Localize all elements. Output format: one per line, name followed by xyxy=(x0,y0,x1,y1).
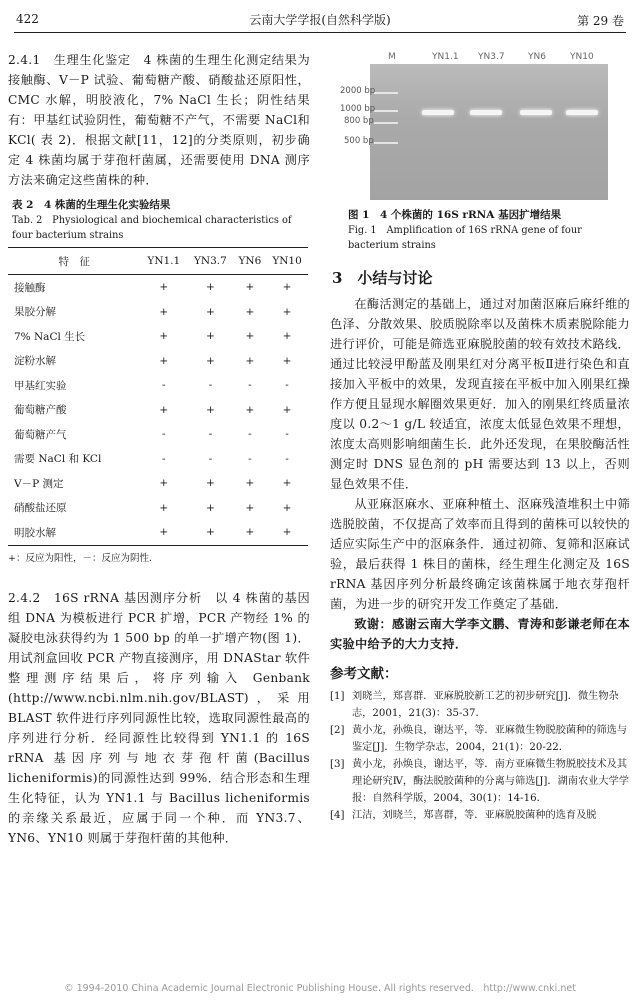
table-row xyxy=(8,447,308,472)
lane-labels xyxy=(340,50,610,64)
gel-image xyxy=(370,64,608,200)
reference-item xyxy=(330,688,630,722)
result-cell: + xyxy=(187,520,234,545)
result-cell: + xyxy=(206,305,215,318)
feature-cell: 葡萄糖产酸 xyxy=(14,404,67,417)
ladder-label: 500 bp xyxy=(344,136,374,146)
page-number: 422 xyxy=(16,12,39,26)
result-cell: + xyxy=(266,520,308,545)
lane-label: YN1.1 xyxy=(432,52,459,62)
feature-cell: 果胶分解 xyxy=(14,306,56,319)
table-row xyxy=(8,373,308,398)
pcr-band xyxy=(422,110,454,115)
feature-cell: 淀粉水解 xyxy=(14,355,56,368)
ladder-band xyxy=(374,92,398,94)
result-cell: - xyxy=(285,452,289,465)
result-cell: - xyxy=(162,379,166,392)
table-row xyxy=(8,398,308,423)
table-caption-en: Tab. 2 Physiological and biochemical characteristics of four bacterium strains xyxy=(12,215,292,241)
table-row xyxy=(8,324,308,349)
th-feature: 特 征 xyxy=(8,248,141,275)
reference-text: 黄小龙，孙焕良，谢达平，等．亚麻微生物脱胶菌种的筛选与鉴定[J]．生物学杂志，2004，21(1)：20-22． xyxy=(352,725,628,753)
result-cell: + xyxy=(206,281,215,294)
result-cell: + xyxy=(282,403,292,416)
result-cell: + xyxy=(206,330,215,343)
result-cell: + xyxy=(206,403,215,416)
ladder-label: 800 bp xyxy=(344,116,374,126)
result-cell: + xyxy=(206,354,215,367)
section-title: 3 小结与讨论 xyxy=(332,269,433,287)
pcr-band xyxy=(520,110,552,115)
result-cell: + xyxy=(282,281,292,294)
result-cell: + xyxy=(159,354,169,367)
result-cell: - xyxy=(285,428,289,441)
result-cell: - xyxy=(208,452,213,465)
paragraph-2-4-1: 2.4.1 生理生化鉴定 4 株菌的生理生化测定结果为接触酶、V－P 试验、葡萄糖产酸、硝酸盐还原阳性，CMC 水解，明胶液化，7% NaCl 生长；阴性结果有：甲基红试验阴性，葡萄糖不产气，不需要 NaCl和 KCl( 表 2)．根据文献[11，12]的分类原则，初步确定 4 株菌均属于芽孢杆菌属，还需要使用 DNA 测序方法来确定这些菌株的种． xyxy=(8,53,310,187)
th-yn1-1: YN1.1 xyxy=(141,248,188,275)
result-cell: + xyxy=(282,305,292,318)
result-cell: + xyxy=(159,501,169,514)
lane-label: M xyxy=(388,52,396,62)
reference-text: 黄小龙，孙焕良，谢达平，等．南方亚麻微生物脱胶技术及其理论研究Ⅳ，酶法脱胶菌种的分离与筛选[J]．湖南农业大学学报：自然科学版，2004，30(1)：14-16． xyxy=(352,759,629,804)
table-note: +：反应为阳性，－：反应为阴性． xyxy=(8,552,159,564)
reference-number: [3] xyxy=(330,759,345,770)
ladder-band xyxy=(374,122,398,124)
pcr-band xyxy=(566,110,598,115)
result-cell: - xyxy=(162,428,166,441)
left-column xyxy=(8,50,310,848)
feature-cell: 需要 NaCl 和 KCl xyxy=(14,453,102,466)
right-column xyxy=(330,50,630,824)
table-caption-cn: 表 2 4 株菌的生理生化实验结果 xyxy=(12,199,171,211)
discussion-paragraph-2: 从亚麻沤麻水、亚麻种植土、沤麻残渣堆积土中筛选脱胶菌，不仅提高了效率而且得到的菌株可以较快的适应实际生产中的沤麻条件．通过初筛、复筛和沤麻试验，最后获得 1 株目的菌株，经生理生化测定及 16S rRNA 基因序列分析最终确定该菌株属于地衣芽孢杆菌，为进一步的研究开发工作奠定了基础． xyxy=(330,497,630,611)
result-cell: - xyxy=(162,452,166,465)
feature-cell: 接触酶 xyxy=(14,281,46,294)
page-header xyxy=(14,6,626,33)
volume-label: 第 29 卷 xyxy=(577,14,624,28)
result-cell: + xyxy=(159,403,169,416)
table-row xyxy=(8,520,308,545)
result-cell: + xyxy=(206,477,215,490)
references-list xyxy=(330,688,630,824)
result-cell: + xyxy=(245,354,255,367)
reference-item xyxy=(330,756,630,807)
result-cell: - xyxy=(285,379,289,392)
th-yn6: YN6 xyxy=(234,248,266,275)
gel-figure xyxy=(340,50,610,200)
result-cell: - xyxy=(248,379,252,392)
feature-cell: 明胶水解 xyxy=(8,520,141,545)
result-cell: + xyxy=(159,305,169,318)
table-row xyxy=(8,300,308,325)
result-cell: + xyxy=(245,501,255,514)
th-yn3-7: YN3.7 xyxy=(187,248,234,275)
result-cell: + xyxy=(282,330,292,343)
reference-number: [4] xyxy=(330,810,345,821)
figure-caption-cn: 图 1 4 个株菌的 16S rRNA 基因扩增结果 xyxy=(348,209,562,221)
table-row xyxy=(8,471,308,496)
result-cell: - xyxy=(248,452,252,465)
result-cell: + xyxy=(245,477,255,490)
ladder-band xyxy=(374,110,398,112)
result-cell: - xyxy=(208,379,213,392)
result-cell: - xyxy=(248,428,252,441)
pcr-band xyxy=(470,110,502,115)
result-cell: + xyxy=(245,403,255,416)
feature-cell: 7% NaCl 生长 xyxy=(14,330,86,343)
lane-label: YN6 xyxy=(528,52,546,62)
ladder-label: 2000 bp xyxy=(340,86,376,96)
feature-cell: 葡萄糖产气 xyxy=(14,428,67,441)
result-cell: + xyxy=(141,520,188,545)
paragraph-2-4-2: 2.4.2 16S rRNA 基因测序分析 以 4 株菌的基因组 DNA 为模板进行 PCR 扩增，PCR 产物经 1% 的凝胶电泳获得约为 1 500 bp 的单一扩增产物(图 1)．用试剂盒回收 PCR 产物直接测序，用 DNAStar 软件整理测序结果后，将序列输入 Genbank (http://www.ncbi.nlm.nih.gov/BLAST)，采用 BLAST 软件进行序列同源性比较，选取同源性最高的序列进行分析．经同源性比较得到 YN1.1 的 16S rRNA 基因序列与地衣芽孢杆菌(Bacillus licheniformis)的同源性达到 99%．结合形态和生理生化特征，认为 YN1.1 与 Bacillus licheniformis 的亲缘关系最近，应属于同一个种．而 YN3.7、YN6、YN10 则属于芽孢杆菌的其他种． xyxy=(8,590,310,845)
reference-text: 江洁，刘晓兰，郑喜群，等．亚麻脱胶菌种的选育及脱 xyxy=(352,810,597,821)
feature-cell: 硝酸盐还原 xyxy=(14,502,67,515)
lane-label: YN3.7 xyxy=(478,52,505,62)
result-cell: + xyxy=(282,477,292,490)
references-title: 参考文献： xyxy=(330,666,398,682)
result-cell: + xyxy=(245,330,255,343)
table-row xyxy=(8,422,308,447)
result-cell: + xyxy=(245,281,255,294)
feature-cell: V－P 测定 xyxy=(14,477,64,490)
result-cell: + xyxy=(159,281,169,294)
table-header-row xyxy=(8,248,308,275)
th-yn10: YN10 xyxy=(266,248,308,275)
lane-label: YN10 xyxy=(570,52,594,62)
reference-item xyxy=(330,722,630,756)
reference-number: [2] xyxy=(330,725,345,736)
reference-item xyxy=(330,807,630,824)
table-row xyxy=(8,349,308,374)
reference-text: 刘晓兰，郑喜群．亚麻脱胶新工艺的初步研究[J]．微生物杂志，2001，21(3)：35-37． xyxy=(352,691,619,719)
ladder-label: 1000 bp xyxy=(340,104,376,114)
result-cell: + xyxy=(245,305,255,318)
result-cell: + xyxy=(206,501,215,514)
table-caption xyxy=(12,198,310,243)
result-cell: + xyxy=(159,330,169,343)
figure-caption xyxy=(330,208,630,253)
figure-caption-en: Fig. 1 Amplification of 16S rRNA gene of four bacterium strains xyxy=(348,225,582,251)
discussion-paragraph-1: 在酶活测定的基础上，通过对加菌沤麻后麻纤维的色泽、分散效果、胶质脱除率以及菌株木质素脱除能力进行评价，可能是筛选亚麻脱胶菌的较有效技术路线．通过比较浸甲酚蓝及刚果红对分离平板Ⅱ进行染色和直接加入平板中的效果，发现直接在平板中加入刚果红操作方便且显现水解圈效果更好．加入的刚果红终质量浓度以 0.2～1 g/L 较适宜，浓度太低显色效果不理想，浓度太高则影响细菌生长．此外还发现，在果胶酶活性测定时 DNS 显色剂的 pH 需要达到 13 以上，否则显色效果不佳． xyxy=(330,297,630,491)
copyright-footer: © 1994-2010 China Academic Journal Electronic Publishing House. All rights reserved. http://www.cnki.net xyxy=(64,983,576,994)
ladder-band xyxy=(374,142,398,144)
result-cell: + xyxy=(282,354,292,367)
result-cell: + xyxy=(234,520,266,545)
result-cell: - xyxy=(208,428,213,441)
biochem-table xyxy=(8,247,308,546)
reference-number: [1] xyxy=(330,691,345,702)
table-row xyxy=(8,496,308,521)
result-cell: + xyxy=(282,501,292,514)
table-row xyxy=(8,275,308,300)
acknowledgement: 致谢：感谢云南大学李文鹏、青涛和彭谦老师在本实验中给予的大力支持． xyxy=(330,617,630,651)
result-cell: + xyxy=(159,477,169,490)
journal-title: 云南大学学报(自然科学版) xyxy=(249,13,391,27)
feature-cell: 甲基红实验 xyxy=(14,379,67,392)
